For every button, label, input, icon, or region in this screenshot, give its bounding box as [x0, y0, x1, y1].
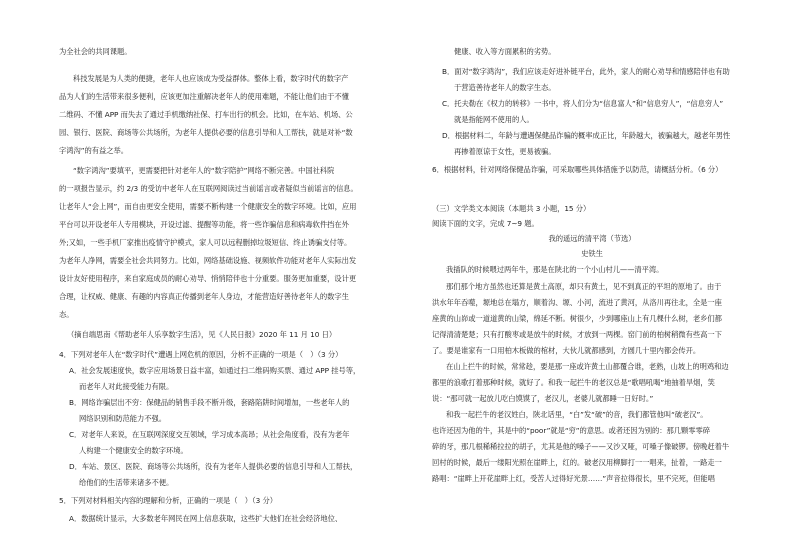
left-line-20: B．网络诈骗层出不穷：保健品的销售手段不断升级，套路陷阱时间增加，一些老年人的: [69, 398, 350, 407]
right-line-26: 回村的时候，最后一缕阳光照在崖畔上，红的。破老汉用柳脚打一一唱来，扯着，一路走一: [432, 458, 722, 467]
right-line-23: 和我一起拦牛的老汉姓白，陕北话里，“白”发“破”的音，我们都管他叫“破老汉”。: [446, 410, 708, 419]
right-line-3: 于营造善待老年人的数字生态。: [454, 83, 556, 92]
right-line-16: 洪水年年吞噬，塬地总在塌方，顺着沟、塬、小河，流进了黄河，从洛川再往北，全是一座: [432, 298, 722, 307]
left-line-3: 品为人们的生活带来很多便利，应该更加注重解决老年人的使用难题，不能让他们由于不懂: [59, 92, 349, 101]
left-line-2: 科技发展是为人类的便捷，老年人也应该成为受益群体。整体上看，数字时代的数字产: [73, 74, 349, 83]
right-line-5: 就是指能网不使用的人。: [454, 115, 534, 124]
right-line-12: 我的遥远的清平湾（节选）: [548, 234, 636, 243]
left-line-1: 为全社会的共同课题。: [59, 47, 132, 56]
left-line-19: 而老年人对此接受能力有限。: [79, 382, 174, 391]
left-line-26: 5．下列对材料相关内容的理解和分析，正确的一项是（ ）（3 分）: [59, 496, 277, 505]
left-line-5: 园、银行、医院、商场等公共场所，为老年人提供必要的信息引导和人工帮扶，就是对补“数: [59, 128, 353, 137]
right-line-7: 再掺着原谅于女性，更易被骗。: [454, 147, 556, 156]
left-line-17: 4．下列对老年人在“数字时代”遭遇上网危机的原因，分析不正确的一项是（ ）（3 分）: [59, 350, 343, 359]
left-line-15: 态。: [59, 310, 74, 319]
right-line-20: 在山上拦牛的时候，常常趁，要是那一座或许黄土山都覆合谁，老熟，山坡上的明鸡和边: [446, 362, 729, 371]
left-line-8: 的一项报告显示，约 2/3 的受访中老年人在互联网阅读过当前谣言或者疑似当前谣言的信息。: [59, 184, 358, 193]
right-line-1: 健康、收入等方面累积的劣势。: [454, 47, 556, 56]
right-line-11: 阅读下面的文字，完成 7~9 题。: [432, 219, 539, 228]
right-line-17: 座黄的山峁或一道道黄的山梁，绵延不断。树很少，少到哪座山上有几棵什么树，老乡们都: [432, 314, 722, 323]
right-line-25: 碎的牙，那几根稀稀拉拉的胡子，尤其是他的嗓子——又沙又哑，可嗓子像破锣。傍晚赶着牛: [432, 442, 730, 451]
right-line-24: 也许还因为他的牛，其是中的“poor”就是“穷”的意思。或者还因为别的：那几颗零零碎: [432, 426, 710, 435]
left-line-22: C．对老年人来说，在互联网深度交互领域，学习成本高昂；从社会角度看，没有为老年: [69, 430, 350, 439]
right-line-15: 那们那个地方虽然也还算是黄土高原，却只有黄土，见不到真正的平坦的原地了。由于: [446, 282, 722, 291]
left-line-18: A．社会发展速度快，数字应用场景日益丰富，如通过扫二维码购买票、通过 APP 挂号等，: [69, 366, 361, 375]
right-line-21: 都里的浪歌打着那种时候，就好了。和我一起拦牛的老汉总是“歌唱吼喝”地抽着旱烟，笑: [432, 378, 715, 387]
left-line-6: 字鸿沟”的有益之举。: [59, 146, 128, 155]
right-line-14: 我插队的时候喂过两年牛，那是在陕北的一个小山村儿——清平湾。: [446, 265, 664, 274]
left-line-13: 设计友好使用程序，来自家庭成员的耐心劝导、悄悄陪伴也十分重要。服务更加重要，设计更: [59, 274, 357, 283]
left-line-24: D．车站、景区、医院、商场等公共场所，没有为老年人提供必要的信息引导和人工帮扶，: [69, 462, 358, 471]
right-line-18: 记得清清楚楚；只有打酸枣或是放牛的时候，才放到一两棵。窑门前的柏树稍微有些高一下: [432, 330, 722, 339]
right-line-2: B．面对“数字鸿沟”，我们应该走好进补链平台，此外，家人的耐心劝导和情感陪伴也有助: [442, 67, 730, 76]
left-line-11: 外;又如，一些手机厂家推出疫情守护模式，家人可以远程删掉垃圾短信、终止诱骗支付等。: [59, 238, 352, 247]
left-line-7: “数字鸿沟”要填平，更需要把针对老年人的“数字陪护”网络不断完善。中国社科院: [73, 166, 335, 175]
left-line-9: 让老年人“会上网”，而自由更安全使用，需要不断构建一个健康安全的数字环境。比如，应用: [59, 202, 357, 211]
left-line-27: A．数据统计显示，大多数老年网民在网上信息获取，这些扩大他们在社会经济地位、: [69, 514, 343, 523]
right-line-10: （三）文学类文本阅读（本题共 3 小题，15 分）: [432, 204, 591, 213]
left-line-23: 人构建一个健康安全的数字环境。: [79, 446, 188, 455]
left-line-12: 为老年人净网，需要全社会共同努力。比如，网络基础设施、视频软件功能对老年人实际出发: [59, 256, 357, 265]
left-line-10: 平台可以开设老年人专用模块，开设过滤、提醒等功能，将一些诈骗信息和病毒软件挡在外: [59, 220, 349, 229]
left-line-16: （摘自端思南《帮助老年人乐享数字生活》，见《人民日报》2020 年 11 月 10 日）: [67, 330, 337, 339]
right-line-19: 了。要是谁家有一口用柏木板做的棺材，大伙儿就都感到，方圆几十里内都会传开。: [432, 346, 701, 355]
right-line-22: 说：“那可就一起放儿吃白馍馍了，老汉儿，老婆儿就都睡一日好时。”: [432, 394, 654, 403]
right-line-6: D．根据材料二，年龄与遭遇保健品诈骗的概率成正比，年龄越大，被骗越大，越老年男性: [442, 131, 731, 140]
left-line-25: 给他们的生活带来诸多不便。: [79, 478, 174, 487]
right-line-27: 路唱：“崖畔上开花崖畔上红，受苦人过得好光景……”声音拉得很长，里不完死，但能唱: [432, 474, 715, 483]
right-line-8: 6．根据材料，针对网络保健品诈骗，可采取哪些具体措施予以防范，请概括分析。（6 分）: [432, 165, 723, 174]
right-line-4: C．托夫勒在《权力的转移》一书中，将人们分为“信息富人”和“信息穷人”，“信息穷人”: [442, 99, 724, 108]
left-line-14: 合理，让权威、健康、有趣的内容真正传播到老年人身边，才能营造好善待老年人的数字生: [59, 292, 349, 301]
right-line-13: 史铁生: [581, 249, 603, 258]
left-line-4: 二维码、不懂 APP 而失去了通过手机缴纳社保、打车出行的机会。比如，在车站、机场、公: [59, 110, 353, 119]
left-line-21: 网络识别和防范能力不强。: [79, 414, 166, 423]
